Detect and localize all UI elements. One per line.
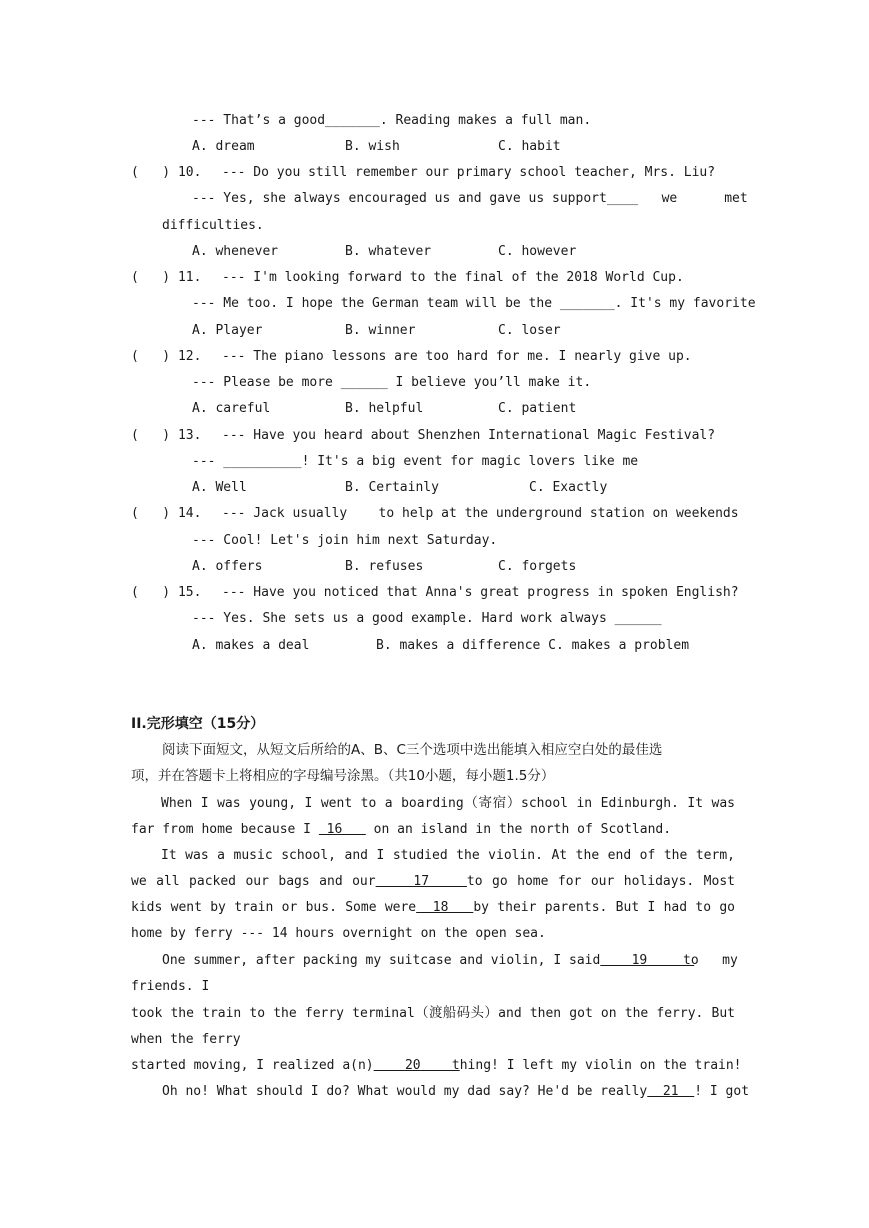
question-14-option-b: B. refuses bbox=[345, 559, 424, 574]
question-11-answer-line: --- Me too. I hope the German team will be the _______. It's my favorite bbox=[192, 296, 756, 311]
question-10-answer-line: --- Yes, she always encouraged us and gave us support____ we met bbox=[192, 191, 748, 206]
question-10-option-c: C. however bbox=[498, 244, 577, 259]
question-12-option-b: B. helpful bbox=[345, 401, 424, 416]
passage-text: ! I got bbox=[694, 1084, 750, 1099]
question-13-option-c: C. Exactly bbox=[529, 480, 608, 495]
question-9-option-c: C. habit bbox=[498, 139, 561, 154]
passage-paragraph-1 bbox=[131, 790, 735, 843]
passage-gloss: （寄宿） bbox=[463, 795, 522, 811]
question-12-option-a: A. careful bbox=[192, 401, 271, 416]
section-2-instructions-line-2: 项，并在答题卡上将相应的字母编号涂黑。（共10小题，每小题1.5分） bbox=[131, 768, 555, 784]
question-9-option-b: B. wish bbox=[345, 139, 400, 154]
passage-paragraph-5 bbox=[131, 1053, 742, 1079]
passage-text: It was a music school, and I studied the violin. At the end of the term, we all packed our bags and our bbox=[131, 848, 735, 889]
question-13-prompt: --- Have you heard about Shenzhen International Magic Festival? bbox=[222, 428, 716, 443]
question-14-prompt: --- Jack usually to help at the underground station on weekends bbox=[222, 506, 739, 521]
passage-paragraph-3-line-1 bbox=[162, 948, 694, 974]
passage-text: hing! I left my violin on the train! bbox=[459, 1058, 742, 1073]
question-10-answer-cont: difficulties. bbox=[162, 218, 264, 233]
passage-text: by their parents. But I had to go home by ferry --- 14 hours overnight on the open sea. bbox=[131, 900, 735, 941]
blank-17[interactable]: 17 bbox=[375, 874, 467, 889]
passage-text: Oh no! What should I do? What would my dad say? He'd be really bbox=[162, 1084, 648, 1099]
blank-16[interactable]: 16 bbox=[318, 822, 366, 837]
question-14-answer-line: --- Cool! Let's join him next Saturday. bbox=[192, 533, 498, 548]
question-13-answer-line: --- __________! It's a big event for magic lovers like me bbox=[192, 454, 639, 469]
passage-text: on an island in the north of Scotland. bbox=[365, 822, 672, 837]
question-14-option-a: A. offers bbox=[192, 559, 263, 574]
question-11-number: ( ) 11. bbox=[131, 270, 202, 285]
question-12-prompt: --- The piano lessons are too hard for me. I nearly give up. bbox=[222, 349, 692, 364]
question-9-option-a: A. dream bbox=[192, 139, 255, 154]
question-9-answer-line: --- That’s a good_______. Reading makes a full man. bbox=[192, 113, 592, 128]
question-15-option-a: A. makes a deal bbox=[192, 638, 310, 653]
passage-text: school in Edinburgh. It was far from home because I bbox=[131, 796, 735, 837]
passage-text: to go home for our holidays. Most kids went by train or bus. Some were bbox=[131, 874, 735, 915]
passage-text: When I was young, I went to a boarding bbox=[161, 796, 464, 811]
question-11-option-c: C. loser bbox=[498, 323, 561, 338]
question-10-option-a: A. whenever bbox=[192, 244, 279, 259]
question-15-prompt: --- Have you noticed that Anna's great progress in spoken English? bbox=[222, 585, 739, 600]
question-14-option-c: C. forgets bbox=[498, 559, 577, 574]
passage-paragraph-4 bbox=[131, 1000, 735, 1053]
question-10-number: ( ) 10. bbox=[131, 165, 202, 180]
section-2-heading: II.完形填空（15分） bbox=[131, 716, 265, 732]
passage-text: took the train to the ferry terminal bbox=[131, 1006, 415, 1021]
passage-paragraph-3-line-2: friends. I bbox=[131, 979, 210, 994]
question-15-number: ( ) 15. bbox=[131, 585, 202, 600]
blank-19[interactable]: 19 bbox=[600, 953, 695, 968]
passage-text: and then got on the ferry. But when the ferry bbox=[131, 1006, 735, 1047]
passage-paragraph-2 bbox=[131, 843, 735, 947]
passage-paragraph-3-line-1-end: to my bbox=[683, 953, 738, 968]
question-10-option-b: B. whatever bbox=[345, 244, 432, 259]
question-10-prompt: --- Do you still remember our primary school teacher, Mrs. Liu? bbox=[222, 165, 716, 180]
question-12-number: ( ) 12. bbox=[131, 349, 202, 364]
question-12-answer-line: --- Please be more ______ I believe you’ll make it. bbox=[192, 375, 592, 390]
blank-20[interactable]: 20 t bbox=[373, 1058, 460, 1073]
blank-21[interactable]: 21 bbox=[647, 1084, 695, 1099]
question-13-option-a: A. Well bbox=[192, 480, 247, 495]
section-2-instructions-line-1: 阅读下面短文，从短文后所给的A、B、C三个选项中选出能填入相应空白处的最佳选 bbox=[162, 742, 663, 758]
passage-paragraph-6 bbox=[162, 1079, 749, 1105]
passage-text: One summer, after packing my suitcase and violin, I said bbox=[162, 953, 601, 968]
question-15-option-b-c: B. makes a difference C. makes a problem bbox=[376, 638, 690, 653]
passage-gloss: （渡船码头） bbox=[414, 1005, 499, 1021]
question-13-number: ( ) 13. bbox=[131, 428, 202, 443]
question-15-answer-line: --- Yes. She sets us a good example. Hard work always ______ bbox=[192, 611, 662, 626]
question-14-number: ( ) 14. bbox=[131, 506, 202, 521]
passage-text: started moving, I realized a(n) bbox=[131, 1058, 374, 1073]
question-11-option-b: B. winner bbox=[345, 323, 416, 338]
blank-18[interactable]: 18 bbox=[416, 900, 474, 915]
question-11-prompt: --- I'm looking forward to the final of the 2018 World Cup. bbox=[222, 270, 684, 285]
question-11-option-a: A. Player bbox=[192, 323, 263, 338]
question-12-option-c: C. patient bbox=[498, 401, 577, 416]
question-13-option-b: B. Certainly bbox=[345, 480, 439, 495]
